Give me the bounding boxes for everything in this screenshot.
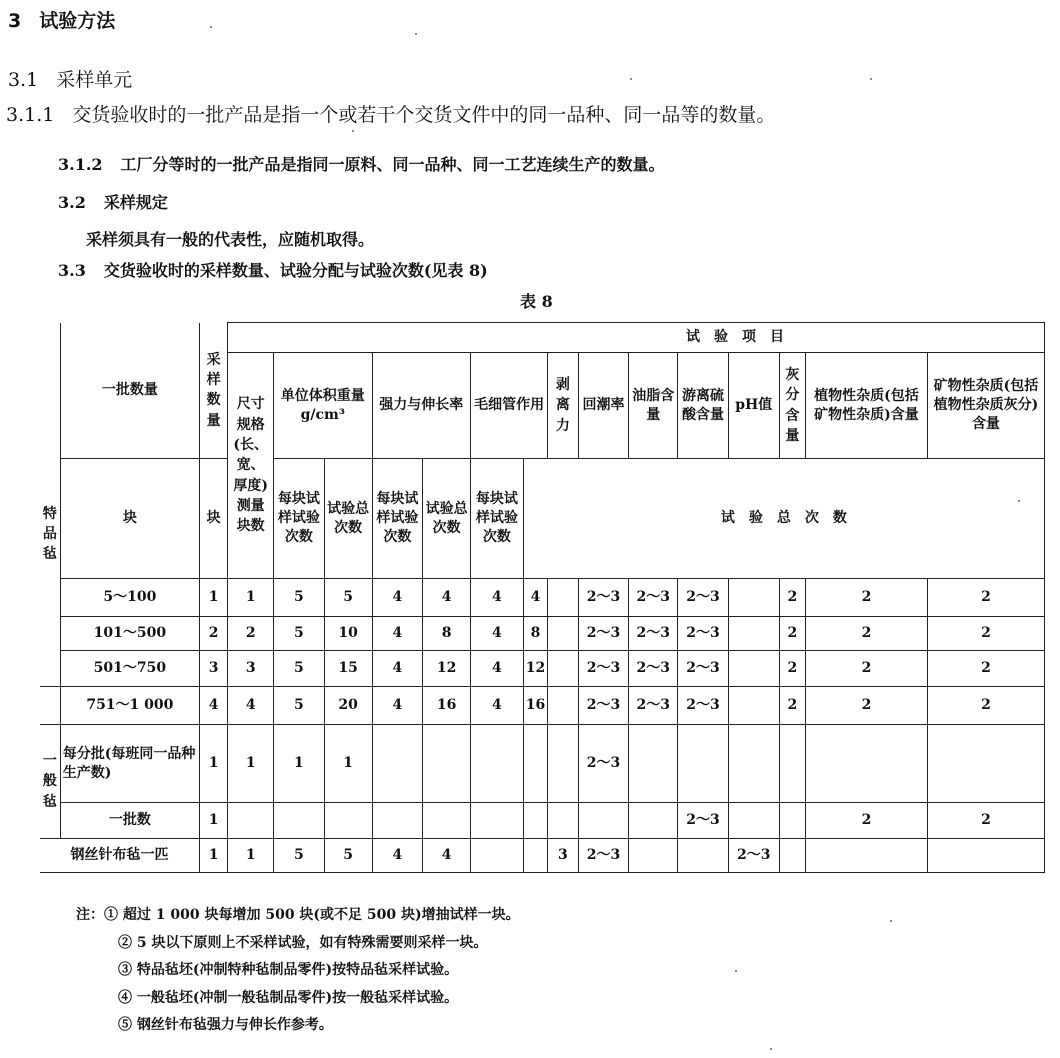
scan-speck xyxy=(415,33,417,35)
header-moisture: 回潮率 xyxy=(578,353,629,459)
scan-speck xyxy=(770,1048,772,1050)
header-size: 尺寸规格(长、宽、厚度)测量块数 xyxy=(228,353,274,579)
subsection-heading-3-1 xyxy=(8,65,132,92)
scan-speck xyxy=(890,920,892,922)
header-per-block-density: 每块试样试验次数 xyxy=(274,459,325,579)
header-test-total: 试 验 总 次 数 xyxy=(523,459,1044,579)
header-peel: 剥离力 xyxy=(548,353,578,459)
subsection-heading-3-2 xyxy=(58,190,168,213)
scan-speck xyxy=(352,130,354,132)
scan-speck xyxy=(870,78,872,80)
scan-speck xyxy=(210,26,212,28)
clause-3-3 xyxy=(58,258,488,281)
clause-3-1-1 xyxy=(6,100,775,127)
density-unit: g/cm³ xyxy=(300,406,345,423)
clause-number: 3.1.1 xyxy=(6,104,55,126)
scan-speck xyxy=(735,970,737,972)
table-row: 钢丝针布毡一匹 1 1 5 5 4 4 3 2～3 2～3 xyxy=(40,839,1045,873)
header-total-strength: 试验总次数 xyxy=(423,459,471,579)
header-unit-block: 块 xyxy=(60,459,199,579)
table-row: 501～750 3 3 5 15 4 12 4 12 2～3 2～3 2～3 2 2 2 xyxy=(40,651,1045,687)
notes-label: 注： xyxy=(76,907,104,923)
scan-speck xyxy=(1018,500,1020,502)
header-strength: 强力与伸长率 xyxy=(372,353,470,459)
header-batch: 一批数量 xyxy=(60,323,199,459)
clause-3-1-2 xyxy=(58,152,665,175)
header-mineral: 矿物性杂质(包括植物性杂质灰分)含量 xyxy=(927,353,1044,459)
clause-text: 交货验收时的采样数量、试验分配与试验次数(见表 8) xyxy=(103,261,488,280)
sampling-table xyxy=(40,322,1045,873)
header-capillary: 毛细管作用 xyxy=(471,353,548,459)
clause-number: 3.1.2 xyxy=(58,155,103,174)
table-notes xyxy=(76,902,520,1040)
header-acid: 游离硫酸含量 xyxy=(678,353,729,459)
subsection-number: 3.1 xyxy=(8,69,39,91)
header-plant: 植物性杂质(包括矿物性杂质)含量 xyxy=(806,353,928,459)
header-per-block-strength: 每块试样试验次数 xyxy=(372,459,423,579)
clause-number: 3.3 xyxy=(58,261,86,280)
note-line-1: 注：① 超过 1 000 块每增加 500 块(或不足 500 块)增抽试样一块。 xyxy=(76,907,520,923)
scan-speck xyxy=(630,78,632,80)
section-title: 试验方法 xyxy=(39,10,116,32)
table-caption: 表 8 xyxy=(520,292,553,311)
note-line-5: ⑤ 钢丝针布毡强力与伸长作参考。 xyxy=(118,1017,333,1033)
header-per-block-capillary: 每块试样试验次数 xyxy=(471,459,524,579)
header-sample-qty: 采样数量 xyxy=(199,323,227,459)
subsection-title: 采样单元 xyxy=(56,69,133,91)
header-density: 单位体积重量 g/cm³ xyxy=(274,353,372,459)
header-grease: 油脂含量 xyxy=(629,353,678,459)
header-ash: 灰分含量 xyxy=(779,353,805,459)
note-line-3: ③ 特品毡坯(冲制特种毡制品零件)按特品毡采样试验。 xyxy=(118,962,459,978)
table-row: 一批数 1 2～3 2 2 xyxy=(40,803,1045,839)
note-line-2: ② 5 块以下原则上不采样试验，如有特殊需要则采样一块。 xyxy=(118,934,488,951)
table-row: 101～500 2 2 5 10 4 8 4 8 2～3 2～3 2～3 2 2 2 xyxy=(40,617,1045,651)
header-total-density: 试验总次数 xyxy=(324,459,372,579)
header-ph: pH值 xyxy=(728,353,779,459)
subsection-number: 3.2 xyxy=(58,193,86,212)
group-general: 一般毡 xyxy=(40,725,60,839)
note-line-4: ④ 一般毡坯(冲制一般毡制品零件)按一般毡采样试验。 xyxy=(118,989,459,1006)
header-test-items: 试 验 项 目 xyxy=(228,323,1045,353)
clause-text: 交货验收时的一批产品是指一个或若干个交货文件中的同一品种、同一品等的数量。 xyxy=(72,104,776,126)
group-special: 特品毡 xyxy=(40,323,60,687)
header-unit-block-2: 块 xyxy=(199,459,227,579)
section-heading xyxy=(8,6,115,33)
clause-text: 工厂分等时的一批产品是指同一原料、同一品种、同一工艺连续生产的数量。 xyxy=(120,155,665,174)
clause-3-2-text: 采样须具有一般的代表性，应随机取得。 xyxy=(86,230,375,249)
table-row: 一般毡 每分批(每班同一品种生产数) 1 1 1 1 2～3 xyxy=(40,725,1045,803)
table-row: 751～1 000 4 4 5 20 4 16 4 16 2～3 2～3 2～3 2 2 2 xyxy=(40,687,1045,725)
subsection-title: 采样规定 xyxy=(103,193,168,212)
section-number: 3 xyxy=(8,10,22,32)
table-row: 5～100 1 1 5 5 4 4 4 4 2～3 2～3 2～3 2 2 2 xyxy=(40,579,1045,617)
